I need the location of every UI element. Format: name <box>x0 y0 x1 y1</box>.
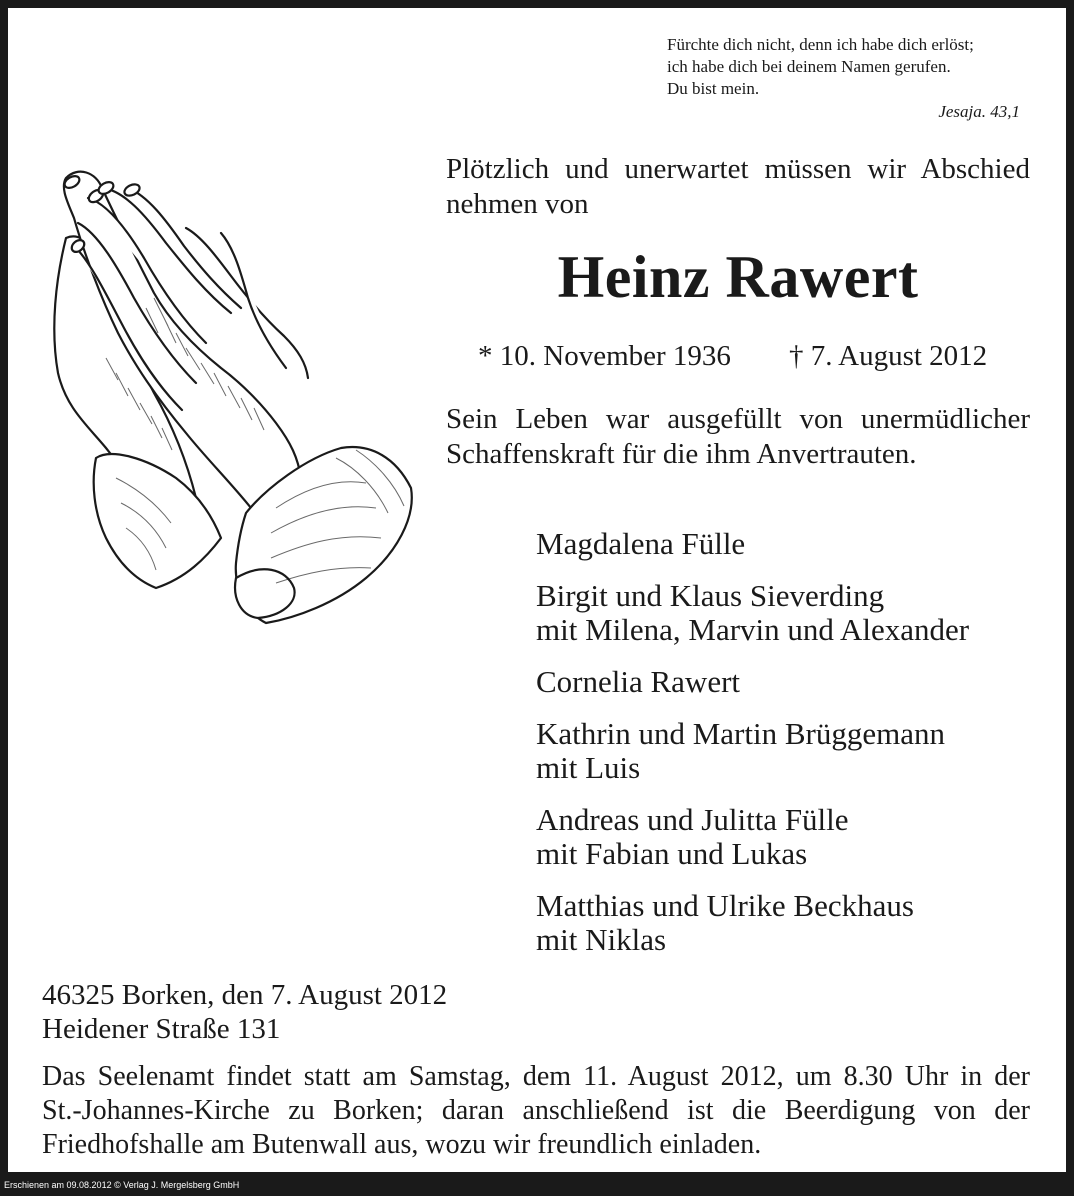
family-entry-line: mit Luis <box>536 750 641 785</box>
family-entry-line: mit Niklas <box>536 922 667 957</box>
family-entry-line: Cornelia Rawert <box>536 664 741 699</box>
family-entry-line: Andreas und Julitta Fülle <box>536 802 849 837</box>
quote-reference: Jesaja. 43,1 <box>938 102 1020 121</box>
praying-hands-icon <box>36 158 426 633</box>
family-entry-line: Kathrin und Martin Brüggemann <box>536 716 945 751</box>
family-entry-line: Magdalena Fülle <box>536 526 746 561</box>
address: Heidener Straße 131 <box>42 1013 281 1045</box>
obituary-card <box>8 8 1066 1172</box>
family-entry <box>536 527 1036 561</box>
quote-line: Fürchte dich nicht, denn ich habe dich erlöst; <box>667 35 974 54</box>
service-line: Friedhofshalle am Butenwall aus, wozu wir freundlich einladen. <box>42 1129 762 1160</box>
family-entry-line: mit Milena, Marvin und Alexander <box>536 612 970 647</box>
place-date: 46325 Borken, den 7. August 2012 <box>42 979 448 1011</box>
family-entry <box>536 579 1036 647</box>
family-list <box>536 527 1036 975</box>
quote-line: ich habe dich bei deinem Namen gerufen. <box>667 57 951 76</box>
place-and-address <box>42 978 642 1046</box>
bible-quote <box>667 34 1037 100</box>
death-date: † 7. August 2012 <box>789 340 988 372</box>
family-entry-line: Matthias und Ulrike Beckhaus <box>536 888 914 923</box>
family-entry-line: mit Fabian und Lukas <box>536 836 808 871</box>
birth-date: * 10. November 1936 <box>478 340 731 372</box>
publication-footer: Erschienen am 09.08.2012 © Verlag J. Mergelsberg GmbH <box>4 1180 240 1190</box>
intro-text: Plötzlich und unerwartet müssen wir Abschied nehmen von <box>446 153 1030 220</box>
funeral-service-text <box>42 1060 1030 1162</box>
service-line: St.-Johannes-Kirche zu Borken; daran anschließend ist die Beerdigung von der <box>42 1095 1030 1126</box>
family-entry-line: Birgit und Klaus Sieverding <box>536 578 885 613</box>
quote-line: Du bist mein. <box>667 79 760 98</box>
family-entry <box>536 665 1036 699</box>
service-line: Das Seelenamt findet statt am Samstag, dem 11. August 2012, um 8.30 Uhr in der <box>42 1061 1030 1092</box>
life-text: Sein Leben war ausgefüllt von unermüdlicher Schaffenskraft für die ihm Anvertrauten. <box>446 403 1030 470</box>
family-entry <box>536 803 1036 871</box>
family-entry <box>536 889 1036 957</box>
deceased-name: Heinz Rawert <box>557 244 919 310</box>
family-entry <box>536 717 1036 785</box>
